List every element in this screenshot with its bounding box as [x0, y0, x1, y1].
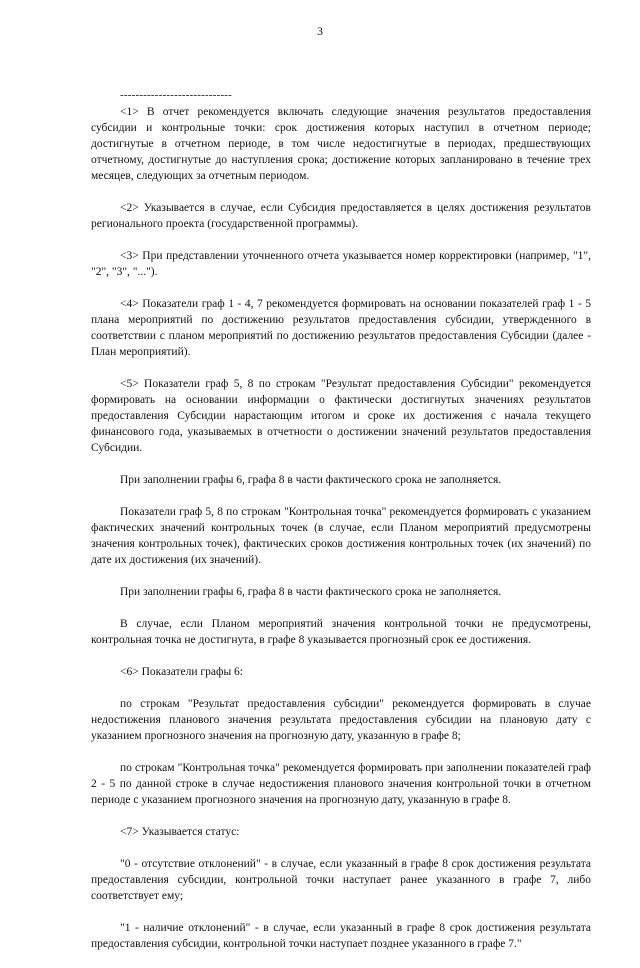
footnote-6-control-point-rows: по строкам "Контрольная точка" рекомендуется формировать при заполнении показателей граф 2 - 5 по данной строке в случае недостижения планового значения контрольной точки в отчетном периоде с указанием прогнозного значения на прогнозную дату, указанную в графе 8. — [91, 762, 591, 806]
footnote-7-status-1: "1 - наличие отклонений" - в случае, если указанный в графе 8 срок достижения результата предоставления субсидии, контрольной точки наступает позднее указанного в графе 7." — [91, 922, 591, 950]
footnote-separator: ----------------------------- — [120, 89, 233, 101]
footnotes-body — [91, 104, 591, 968]
footnote-5-note-1: При заполнении графы 6, графа 8 в части фактического срока не заполняется. — [120, 474, 502, 486]
page-number: 3 — [317, 24, 323, 38]
footnote-5-note-2: При заполнении графы 6, графа 8 в части фактического срока не заполняется. — [120, 586, 502, 598]
footnote-5: <5> Показатели граф 5, 8 по строкам "Результат предоставления Субсидии" рекомендуется формировать на основании информации о фактически достигнутых значениях результатов предоставления Субсидии нарастающим итогом и сроке их достижения с начала текущего финансового года, указываемых в отчетности о достижении значений результатов предоставления Субсидии. — [91, 378, 591, 454]
footnote-6-result-rows: по строкам "Результат предоставления субсидии" рекомендуется формировать в случае недостижения планового значения результата предоставления субсидии на плановую дату с указанием прогнозного значения на прогнозную дату, указанную в графе 8; — [91, 698, 591, 742]
footnote-7: <7> Указывается статус: — [120, 826, 240, 838]
footnote-5-forecast: В случае, если Планом мероприятий значения контрольной точки не предусмотрены, контрольная точка не достигнута, в графе 8 указывается прогнозный срок ее достижения. — [91, 618, 591, 646]
footnote-4: <4> Показатели граф 1 - 4, 7 рекомендуется формировать на основании показателей граф 1 - 5 плана мероприятий по достижению результатов предоставления субсидии, утвержденного в соответствии с планом мероприятий по достижению результатов предоставления Субсидии (далее - План мероприятий). — [91, 298, 591, 358]
footnote-3: <3> При представлении уточненного отчета указывается номер корректировки (например, "1", "2", "3", "..."). — [91, 250, 591, 278]
footnote-1: <1> В отчет рекомендуется включать следующие значения результатов предоставления субсидии и контрольные точки: срок достижения которых наступил в отчетном периоде; достигнутые в отчетном периоде, в том числе недостигнутые в периодах, предшествующих отчетному, достигнутые до наступления срока; достижение которых запланировано в течение трех месяцев, следующих за отчетным периодом. — [91, 106, 591, 182]
footnote-7-status-0: "0 - отсутствие отклонений" - в случае, если указанный в графе 8 срок достижения результата предоставления субсидии, контрольной точки наступает ранее указанного в графе 7, либо соответствует ему; — [91, 858, 591, 902]
footnote-5-control-points: Показатели граф 5, 8 по строкам "Контрольная точка" рекомендуется формировать с указанием фактических значений контрольных точек (в случае, если Планом мероприятий предусмотрены значения контрольных точек), фактических сроков достижения контрольных точек (их значений) по дате их достижения (их значений). — [91, 506, 591, 566]
footnote-6: <6> Показатели графы 6: — [120, 666, 243, 678]
footnote-2: <2> Указывается в случае, если Субсидия предоставляется в целях достижения результатов регионального проекта (государственной программы). — [91, 202, 591, 230]
